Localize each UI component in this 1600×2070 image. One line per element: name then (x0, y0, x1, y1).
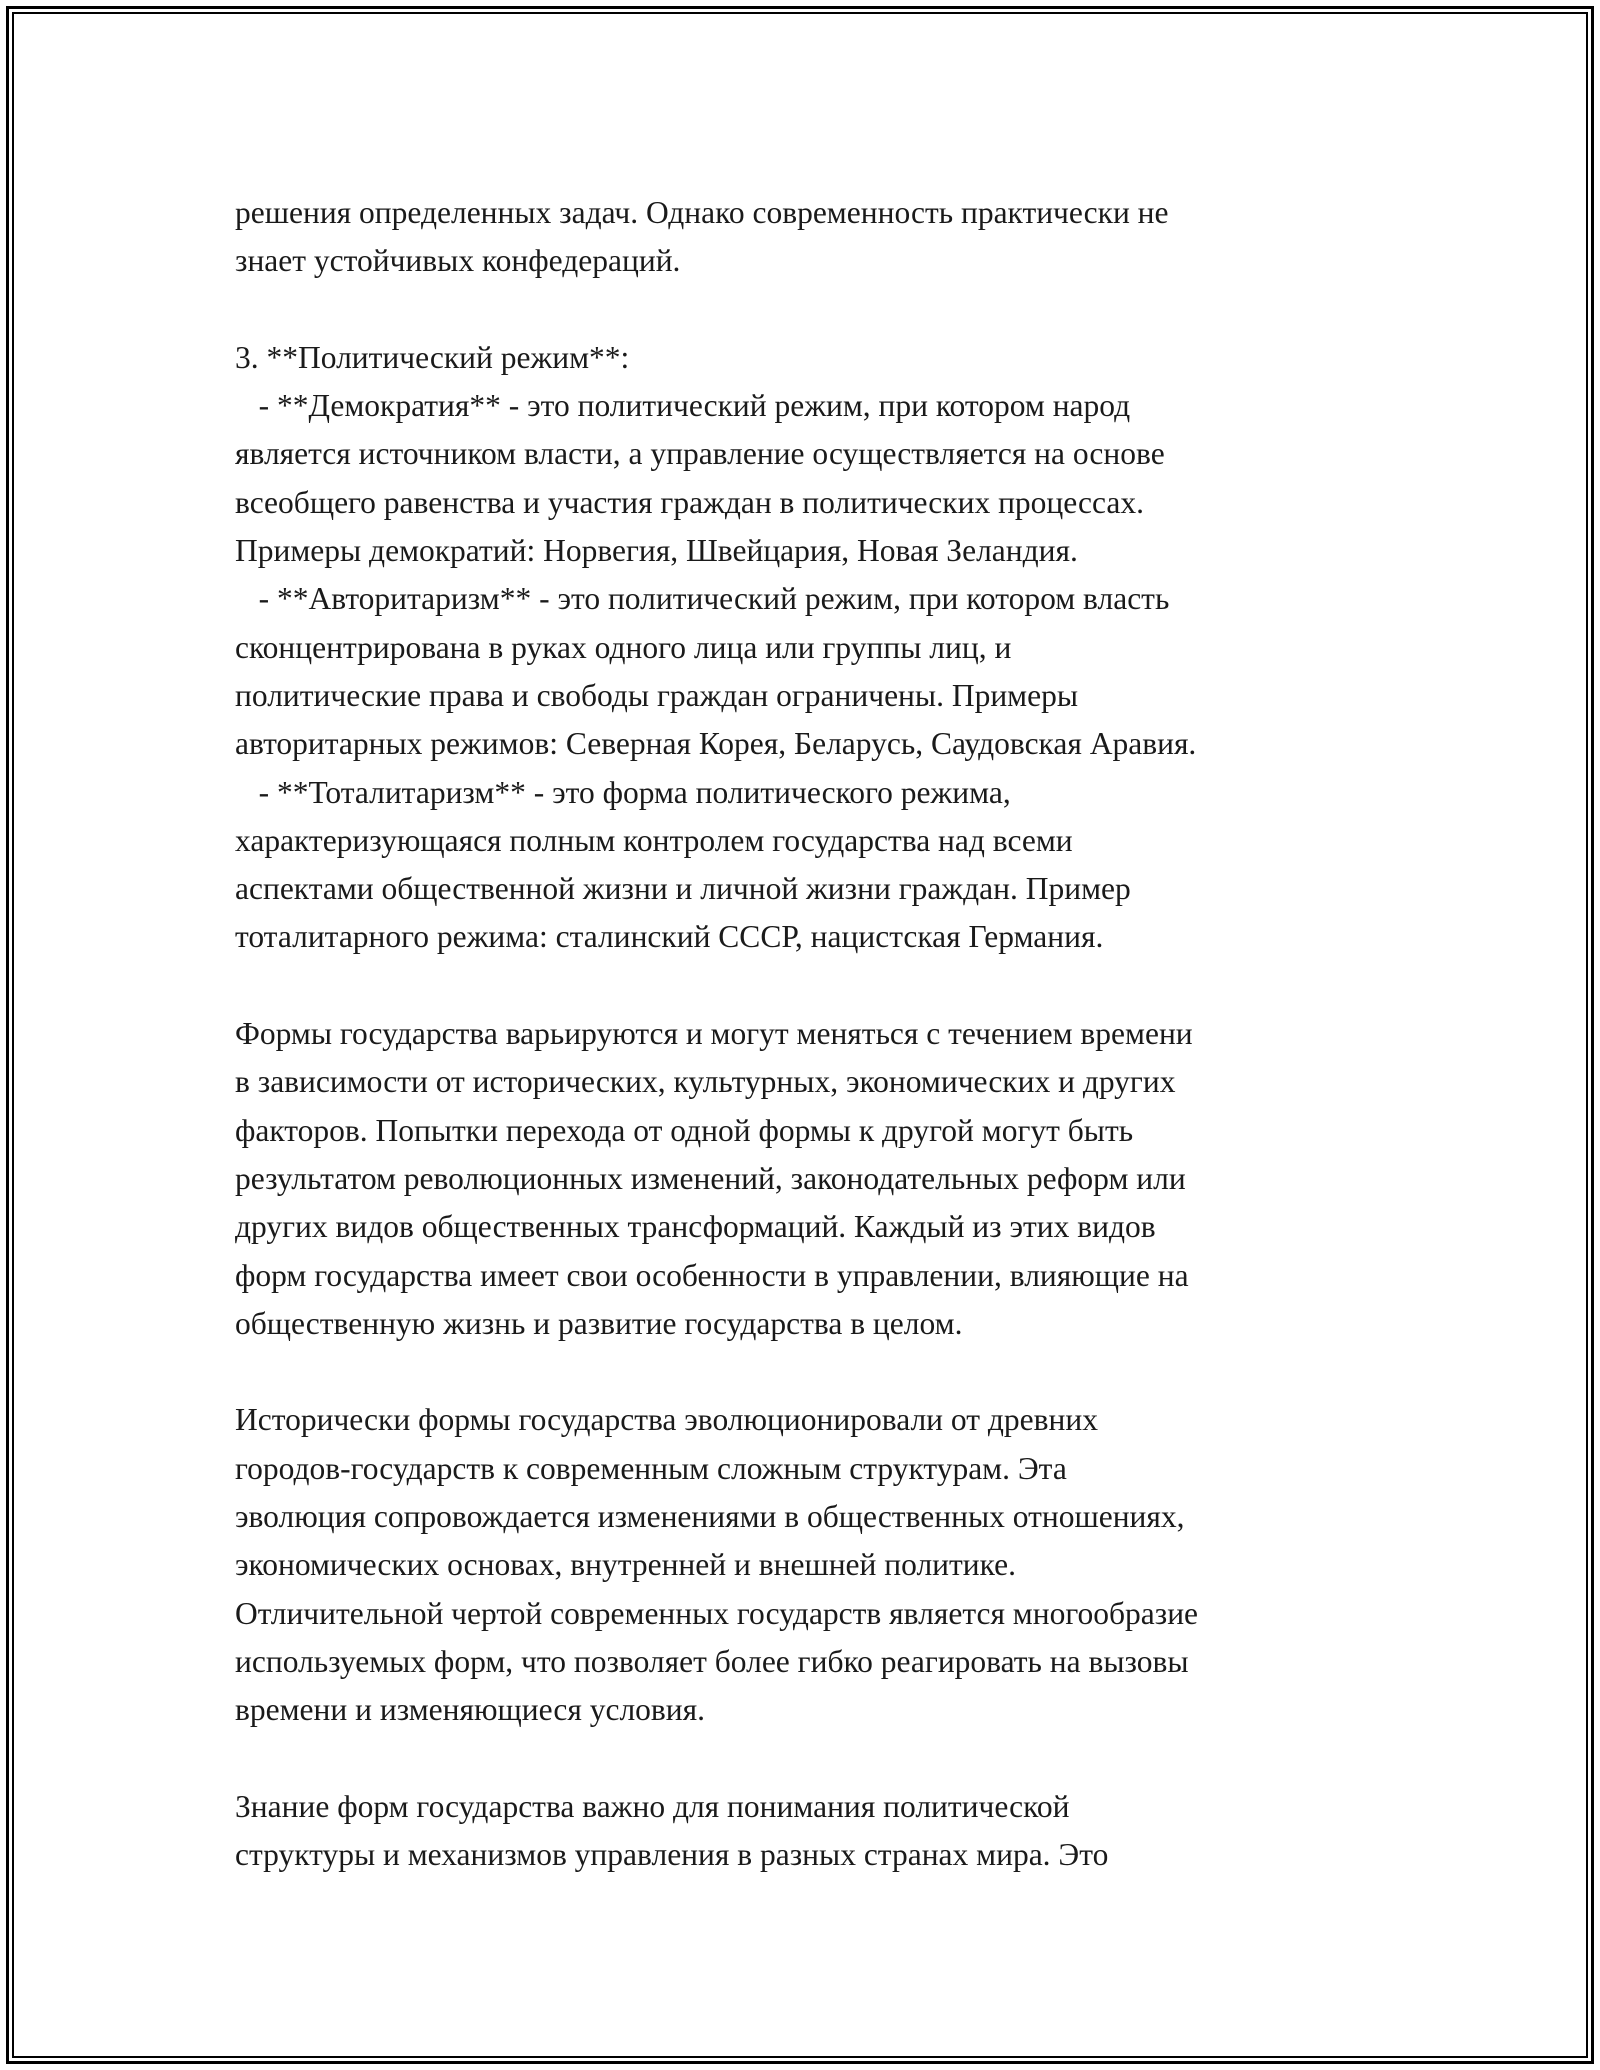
text-line: знает устойчивых конфедераций. (235, 243, 681, 279)
text-line: решения определенных задач. Однако современность практически не (235, 195, 1169, 230)
text-line: 3. **Политический режим**: (235, 339, 630, 375)
text-line: времени и изменяющиеся условия. (235, 1692, 706, 1728)
text-line: является источником власти, а управление осуществляется на основе (235, 436, 1165, 472)
paragraph (235, 1396, 1395, 1734)
text-line: форм государства имеет свои особенности в управлении, влияющие на (235, 1257, 1189, 1293)
paragraph-gap (235, 1735, 1395, 1783)
text-line: - **Авторитаризм** - это политический режим, при котором власть (235, 581, 1170, 617)
paragraph-gap (235, 962, 1395, 1010)
text-line: аспектами общественной жизни и личной жизни граждан. Пример (235, 871, 1131, 907)
paragraph-gap (235, 286, 1395, 334)
paragraph (235, 1783, 1395, 1880)
text-line: авторитарных режимов: Северная Корея, Беларусь, Саудовская Аравия. (235, 726, 1197, 762)
paragraph (235, 334, 1395, 962)
paragraph (235, 1010, 1395, 1348)
text-line: экономических основах, внутренней и внешней политике. (235, 1547, 1017, 1583)
text-line: - **Тоталитаризм** - это форма политического режима, (235, 774, 1011, 810)
text-line: сконцентрирована в руках одного лица или группы лиц, и (235, 629, 1012, 665)
text-line: тоталитарного режима: сталинский СССР, нацистская Германия. (235, 919, 1104, 955)
text-line: городов-государств к современным сложным структурам. Эта (235, 1450, 1067, 1486)
text-line: всеобщего равенства и участия граждан в политических процессах. (235, 484, 1145, 520)
text-line: эволюция сопровождается изменениями в общественных отношениях, (235, 1499, 1185, 1535)
text-line: факторов. Попытки перехода от одной формы к другой могут быть (235, 1112, 1134, 1148)
text-line: в зависимости от исторических, культурных, экономических и других (235, 1064, 1176, 1100)
text-line: характеризующаяся полным контролем государства над всеми (235, 822, 1073, 858)
paragraph-gap (235, 1348, 1395, 1396)
text-line: Отличительной чертой современных государств является многообразие (235, 1595, 1199, 1631)
text-line: Формы государства варьируются и могут меняться с течением времени (235, 1016, 1193, 1052)
paragraph (235, 189, 1395, 286)
text-line: политические права и свободы граждан ограничены. Примеры (235, 677, 1079, 713)
text-line: используемых форм, что позволяет более гибко реагировать на вызовы (235, 1643, 1189, 1679)
text-line: Примеры демократий: Норвегия, Швейцария, Новая Зеландия. (235, 533, 1078, 569)
text-line: Исторически формы государства эволюционировали от древних (235, 1402, 1098, 1438)
text-line: - **Демократия** - это политический режим, при котором народ (235, 388, 1131, 424)
text-line: структуры и механизмов управления в разных странах мира. Это (235, 1837, 1109, 1873)
text-line: других видов общественных трансформаций. Каждый из этих видов (235, 1209, 1156, 1245)
text-line: общественную жизнь и развитие государства в целом. (235, 1305, 963, 1341)
text-line: результатом революционных изменений, законодательных реформ или (235, 1160, 1186, 1196)
text-line: Знание форм государства важно для понимания политической (235, 1788, 1070, 1824)
document-body (235, 189, 1395, 1879)
